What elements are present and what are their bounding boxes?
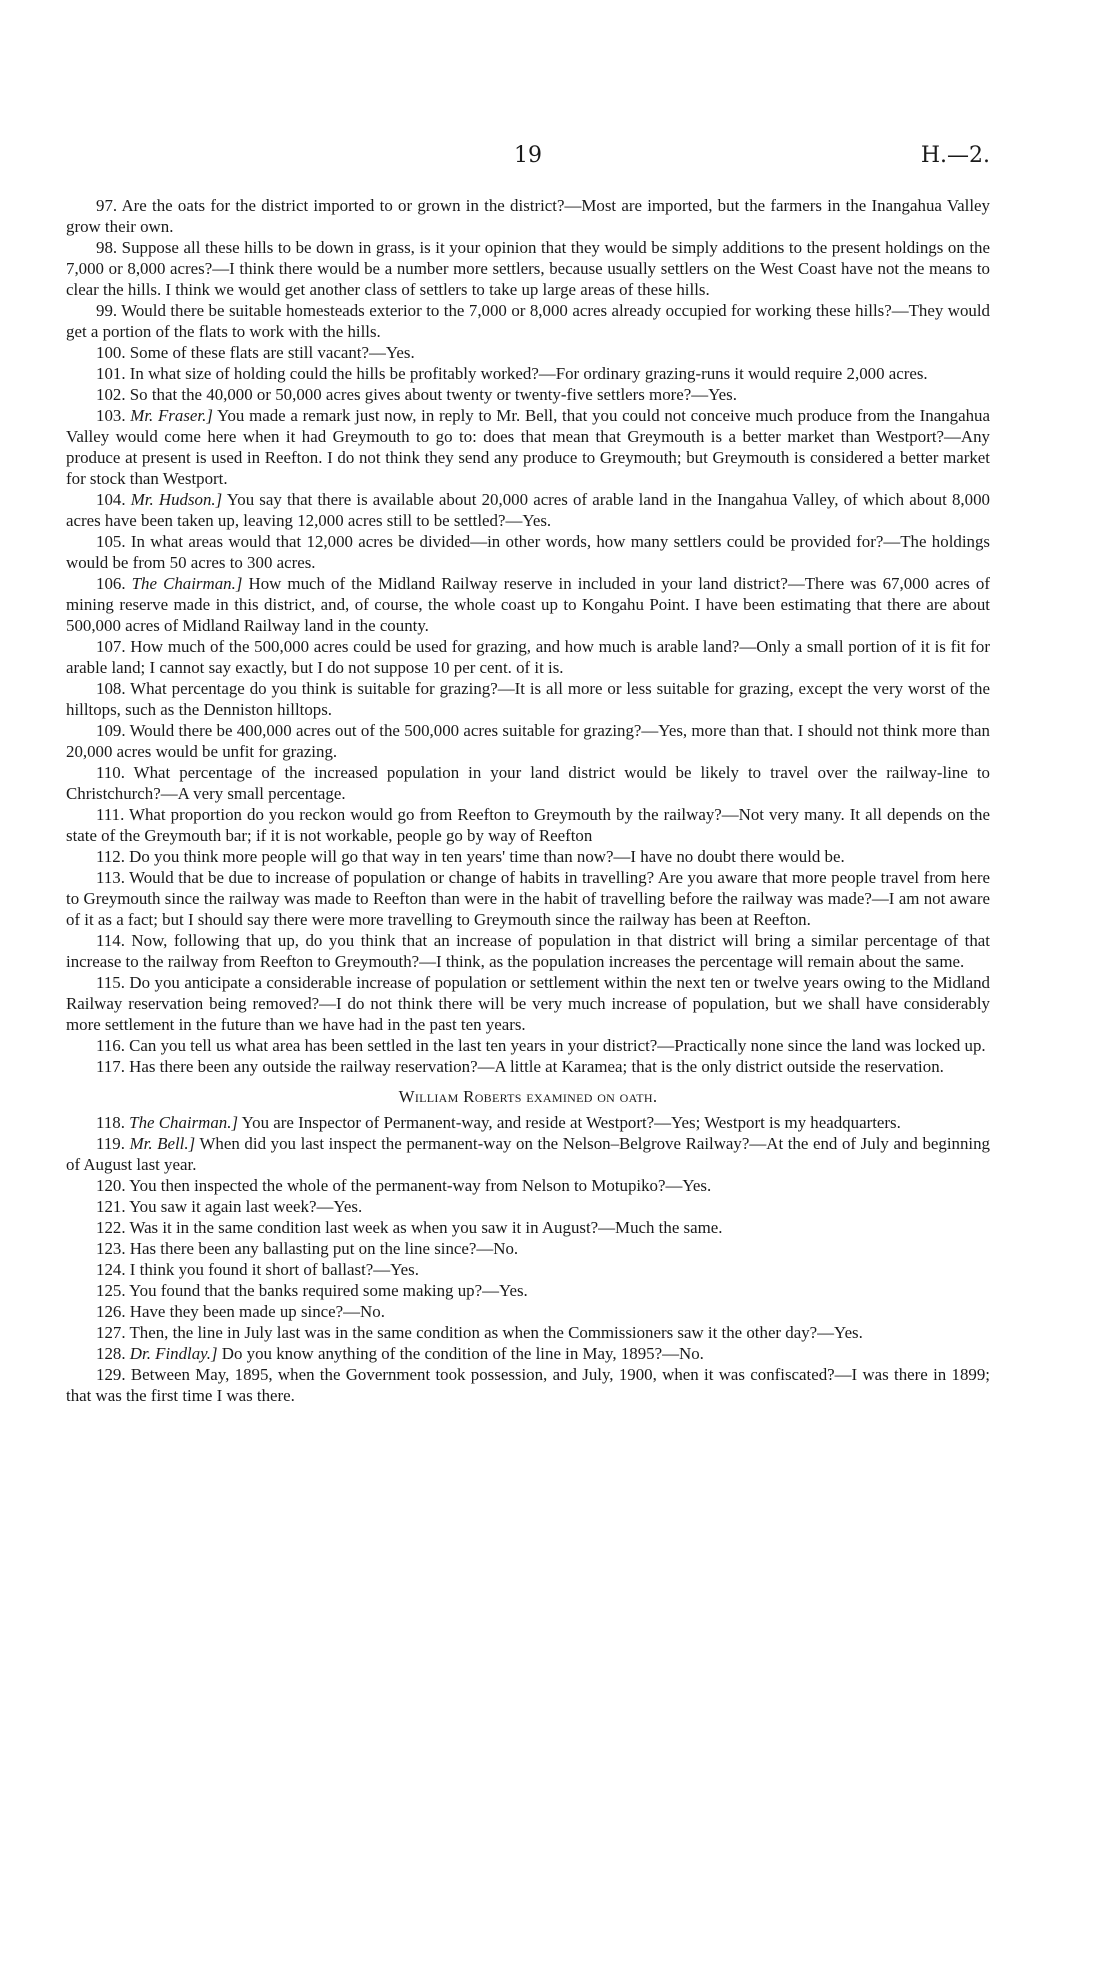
question-111: 111. What proportion do you reckon would go from Reefton to Greymouth by the railway?—Not very many. It all depends on the state of the Greymouth bar; if it is not workable, people go by way of Reefton <box>66 805 990 845</box>
question-127: 127. Then, the line in July last was in the same condition as when the Commissioners saw it the other day?—Yes. <box>96 1323 863 1342</box>
question-129: 129. Between May, 1895, when the Government took possession, and July, 1900, when it was confiscated?—I was there in 1899; that was the first time I was there. <box>66 1365 990 1405</box>
question-number: 119. <box>96 1134 125 1153</box>
speaker: The Chairman.] <box>131 574 243 593</box>
speaker: Mr. Bell.] <box>129 1134 196 1153</box>
question-110: 110. What percentage of the increased population in your land district would be likely to travel over the railway-line to Christchurch?—A very small percentage. <box>66 763 990 803</box>
speaker: Mr. Hudson.] <box>130 490 223 509</box>
question-114: 114. Now, following that up, do you think that an increase of population in that district will bring a similar percentage of that increase to the railway from Reefton to Greymouth?—I think, as the population increases the percentage will remain about the same. <box>66 931 990 971</box>
question-text: Do you know anything of the condition of the line in May, 1895?—No. <box>221 1344 704 1363</box>
question-125: 125. You found that the banks required some making up?—Yes. <box>96 1281 528 1300</box>
question-112: 112. Do you think more people will go that way in ten years' time than now?—I have no doubt there would be. <box>96 847 845 866</box>
question-117: 117. Has there been any outside the railway reservation?—A little at Karamea; that is the only district outside the reservation. <box>96 1057 944 1076</box>
body-text <box>66 195 990 1406</box>
question-106 <box>66 573 990 636</box>
document-reference: H.—2. <box>920 143 990 168</box>
question-118 <box>66 1112 990 1133</box>
question-101: 101. In what size of holding could the hills be profitably worked?—For ordinary grazing-runs it would require 2,000 acres. <box>96 364 928 383</box>
page-number: 19 <box>514 143 542 168</box>
question-104 <box>66 489 990 531</box>
question-122: 122. Was it in the same condition last week as when you saw it in August?—Much the same. <box>96 1218 723 1237</box>
question-123: 123. Has there been any ballasting put on the line since?—No. <box>96 1239 519 1258</box>
page-header <box>66 143 990 173</box>
question-100: 100. Some of these flats are still vacant?—Yes. <box>96 343 415 362</box>
question-107: 107. How much of the 500,000 acres could be used for grazing, and how much is arable land?—Only a small portion of it is fit for arable land; I cannot say exactly, but I do not suppose 10 per cent. of it is. <box>66 637 990 677</box>
question-115: 115. Do you anticipate a considerable increase of population or settlement within the next ten or twelve years owing to the Midland Railway reservation being removed?—I do not think there will be very much increase of population, but we shall have considerably more settlement in the future than we have had in the past ten years. <box>66 973 990 1034</box>
question-text: How much of the Midland Railway reserve in included in your land district?—There was 67,000 acres of mining reserve made in this district, and, of course, the whole coast up to Kongahu Point. I have been estimating that there are about 500,000 acres of Midland Railway land in the county. <box>66 574 990 635</box>
question-102: 102. So that the 40,000 or 50,000 acres gives about twenty or twenty-five settlers more?—Yes. <box>96 385 737 404</box>
question-121: 121. You saw it again last week?—Yes. <box>96 1197 363 1216</box>
question-98: 98. Suppose all these hills to be down in grass, is it your opinion that they would be simply additions to the present holdings on the 7,000 or 8,000 acres?—I think there would be a number more settlers, because usually settlers on the West Coast have not the means to clear the hills. I think we would get another class of settlers to take up large areas of these hills. <box>66 238 990 299</box>
question-120: 120. You then inspected the whole of the permanent-way from Nelson to Motupiko?—Yes. <box>96 1176 712 1195</box>
question-99: 99. Would there be suitable homesteads exterior to the 7,000 or 8,000 acres already occupied for working these hills?—They would get a portion of the flats to work with the hills. <box>66 301 990 341</box>
question-text: When did you last inspect the permanent-way on the Nelson–Belgrove Railway?—At the end of July and beginning of August last year. <box>66 1134 990 1174</box>
question-97: 97. Are the oats for the district imported to or grown in the district?—Most are imported, but the farmers in the Inangahua Valley grow their own. <box>66 196 990 236</box>
question-109: 109. Would there be 400,000 acres out of the 500,000 acres suitable for grazing?—Yes, more than that. I should not think more than 20,000 acres would be unfit for grazing. <box>66 721 990 761</box>
speaker: Mr. Fraser.] <box>130 406 213 425</box>
question-128 <box>66 1343 990 1364</box>
question-105: 105. In what areas would that 12,000 acres be divided—in other words, how many settlers could be provided for?—The holdings would be from 50 acres to 300 acres. <box>66 532 990 572</box>
question-number: 118. <box>96 1113 125 1132</box>
speaker: Dr. Findlay.] <box>129 1344 218 1363</box>
section-heading: William Roberts examined on oath. <box>398 1087 658 1106</box>
question-text: You say that there is available about 20,000 acres of arable land in the Inangahua Valley, of which about 8,000 acres have been taken up, leaving 12,000 acres still to be settled?—Yes. <box>66 490 990 530</box>
question-119 <box>66 1133 990 1175</box>
question-text: You made a remark just now, in reply to Mr. Bell, that you could not conceive much produce from the Inangahua Valley would come here when it had Greymouth to go to: does that mean that Greymouth is a better market than Westport?—Any produce at present is used in Reefton. I do not think they send any produce to Greymouth; but Greymouth is considered a better market for stock than Westport. <box>66 406 990 488</box>
question-number: 128. <box>96 1344 126 1363</box>
question-103 <box>66 405 990 489</box>
question-number: 103. <box>96 406 126 425</box>
question-text: You are Inspector of Permanent-way, and reside at Westport?—Yes; Westport is my headquarters. <box>241 1113 901 1132</box>
question-108: 108. What percentage do you think is suitable for grazing?—It is all more or less suitable for grazing, except the very worst of the hilltops, such as the Denniston hilltops. <box>66 679 990 719</box>
question-number: 104. <box>96 490 126 509</box>
question-number: 106. <box>96 574 126 593</box>
question-124: 124. I think you found it short of ballast?—Yes. <box>96 1260 419 1279</box>
question-113: 113. Would that be due to increase of population or change of habits in travelling? Are you aware that more people travel from here to Greymouth since the railway was made to Reefton than were in the habit of travelling before the railway was made?—I am not aware of it as a fact; but I should say there were more travelling to Greymouth since the railway has been at Reefton. <box>66 868 990 929</box>
question-116: 116. Can you tell us what area has been settled in the last ten years in your district?—Practically none since the land was locked up. <box>96 1036 986 1055</box>
question-126: 126. Have they been made up since?—No. <box>96 1302 385 1321</box>
speaker: The Chairman.] <box>129 1113 239 1132</box>
